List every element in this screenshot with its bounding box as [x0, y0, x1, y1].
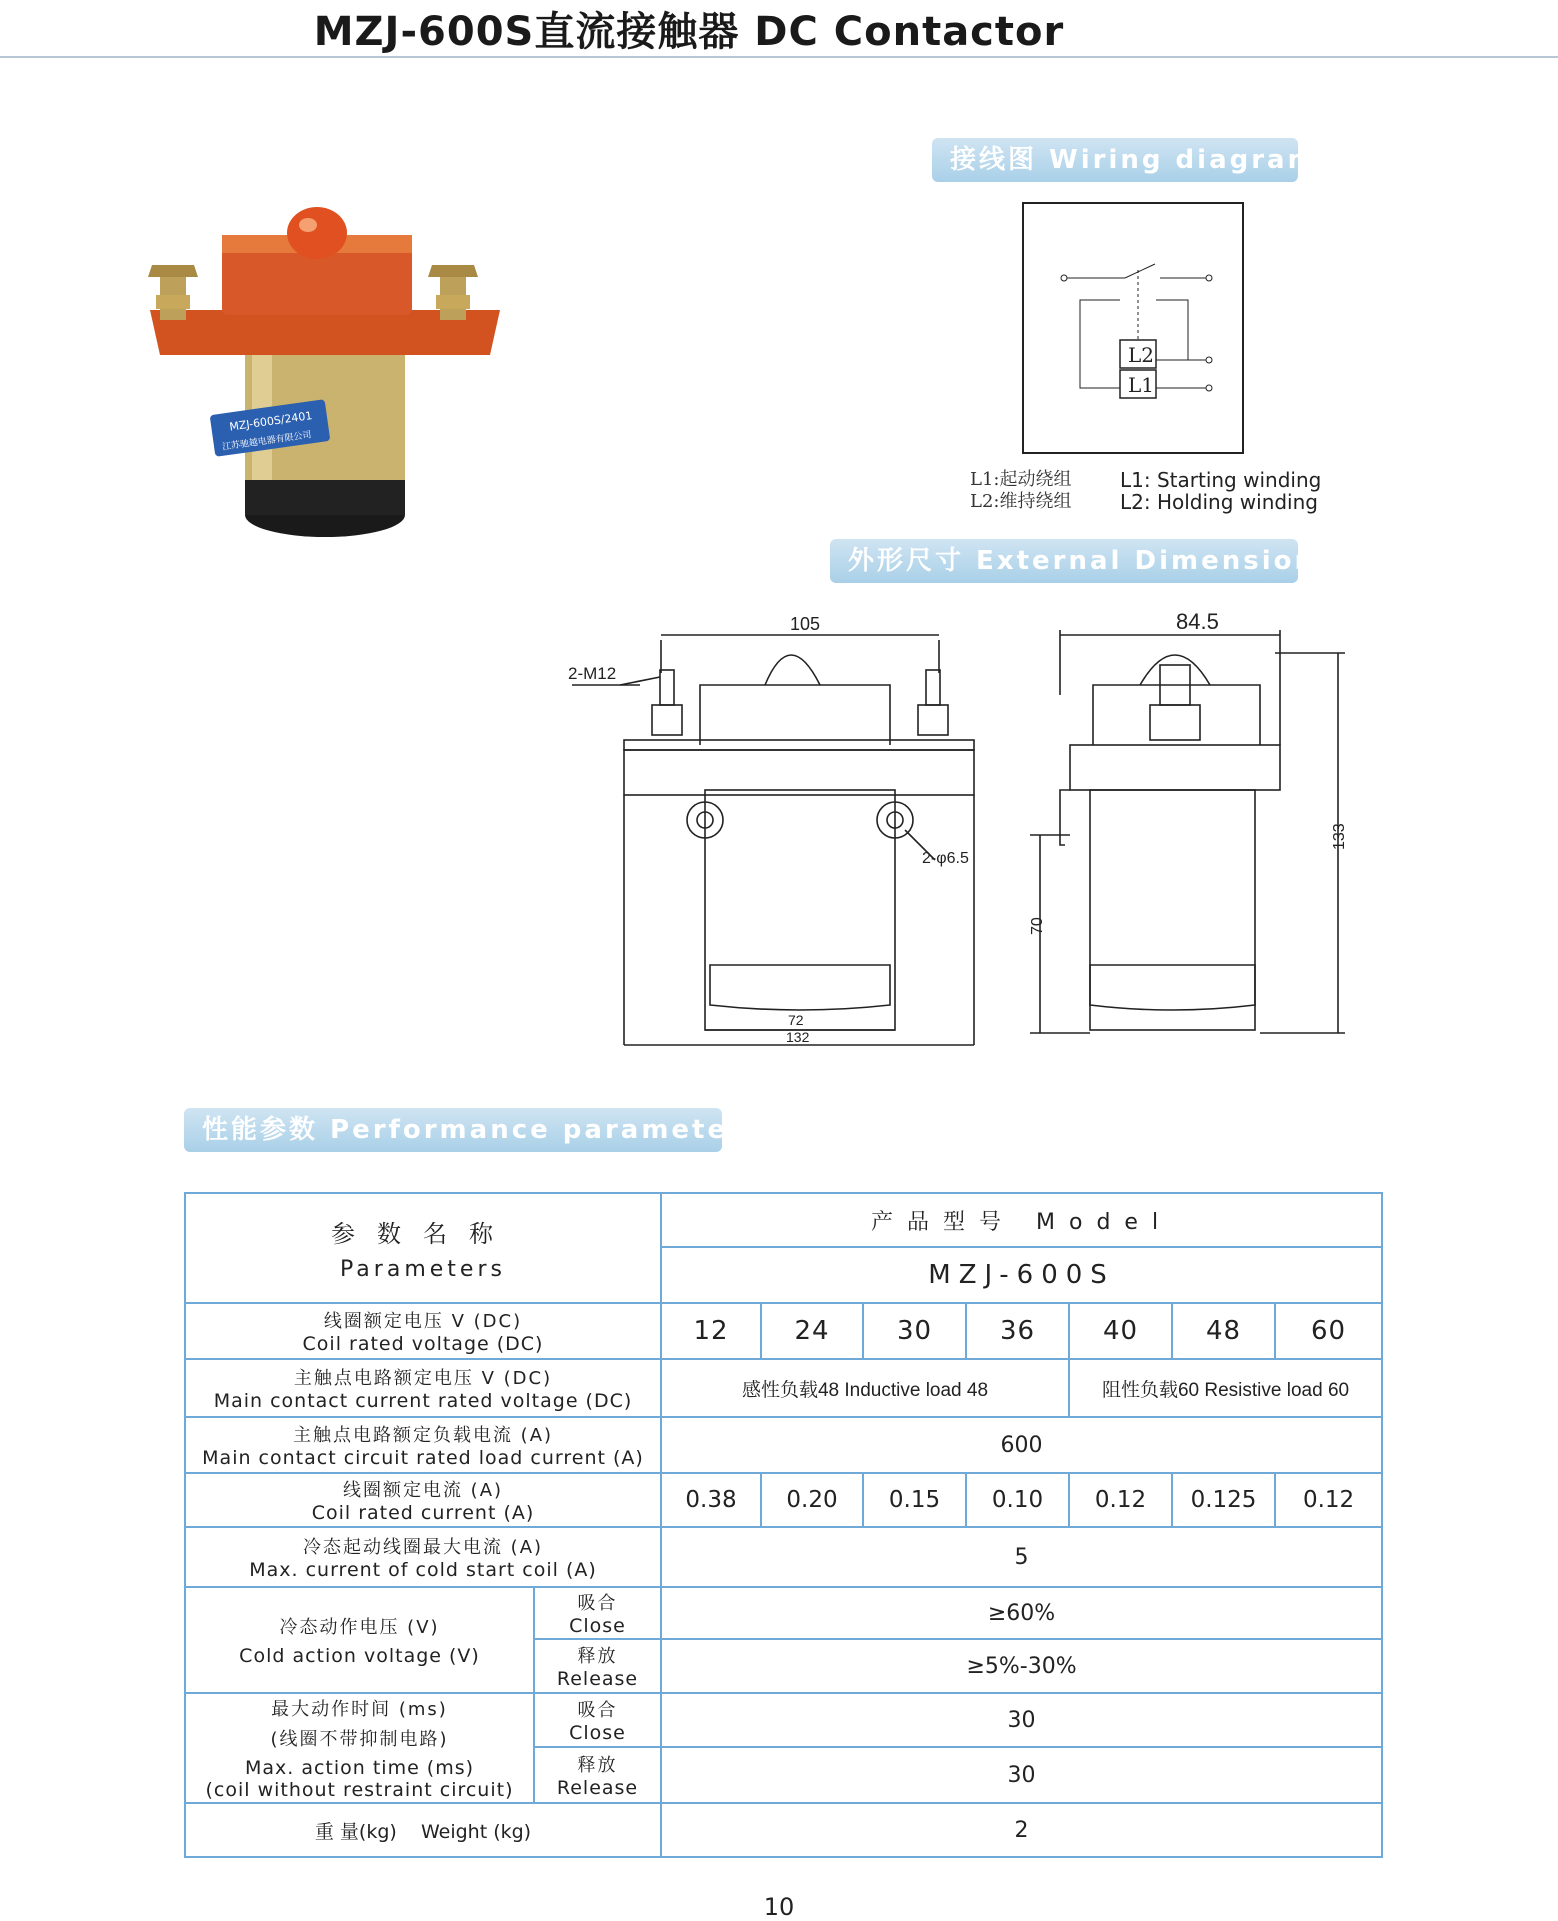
coil-current-value: 0.15 — [863, 1473, 966, 1527]
cold-action-close-en: Close — [569, 1615, 626, 1637]
legend-l1-cn: L1:起动绕组 — [970, 469, 1072, 490]
row-weight — [185, 1803, 1382, 1857]
coil-label-l2: L2 — [1128, 343, 1155, 367]
product-photo — [140, 195, 510, 565]
load-current-en: Main contact circuit rated load current (A) — [202, 1447, 644, 1469]
row-cold-start-current — [185, 1527, 1382, 1587]
dim-2-phi6-5: 2-φ6.5 — [922, 850, 969, 867]
action-time-release-cn: 释放 — [577, 1755, 618, 1776]
external-dimensions-banner: 外形尺寸 External Dimensions — [830, 539, 1298, 583]
action-time-close-en: Close — [569, 1722, 626, 1744]
coil-voltage-value: 48 — [1172, 1303, 1275, 1359]
model-name: MZJ-600S — [661, 1247, 1382, 1303]
title-divider — [0, 56, 1558, 58]
weight-value: 2 — [661, 1803, 1382, 1857]
cold-action-release-cn: 释放 — [577, 1646, 618, 1667]
page-title: MZJ-600S直流接触器 DC Contactor — [313, 9, 1065, 55]
coil-current-cn: 线圈额定电流 (A) — [342, 1480, 504, 1501]
resistive-load-value: 阻性负载60 Resistive load 60 — [1069, 1359, 1382, 1417]
performance-parameters-banner: 性能参数 Performance parameters — [184, 1108, 722, 1152]
dimensions-drawing — [560, 605, 1360, 1055]
row-coil-voltage — [185, 1303, 1382, 1359]
row-cold-action-close — [185, 1587, 1382, 1639]
cold-start-en: Max. current of cold start coil (A) — [249, 1559, 597, 1581]
action-time-close-cn: 吸合 — [577, 1700, 618, 1721]
legend-l2-cn: L2:维持绕组 — [970, 491, 1072, 512]
action-time-cn1: 最大动作时间 (ms) — [271, 1699, 448, 1720]
coil-label-l1: L1 — [1128, 373, 1155, 397]
coil-current-value: 0.125 — [1172, 1473, 1275, 1527]
performance-table — [184, 1192, 1383, 1858]
weight-label: 重 量(kg) Weight (kg) — [185, 1803, 661, 1857]
cold-action-release-en: Release — [556, 1668, 639, 1690]
coil-voltage-value: 60 — [1275, 1303, 1382, 1359]
action-time-release-en: Release — [556, 1777, 639, 1799]
coil-voltage-value: 30 — [863, 1303, 966, 1359]
page-number: 10 — [763, 1893, 795, 1921]
header-parameters-cn: 参数名称 — [331, 1220, 515, 1248]
dim-2-m12: 2-M12 — [568, 664, 617, 683]
legend-l2-en: L2: Holding winding — [1120, 490, 1318, 514]
coil-voltage-value: 12 — [661, 1303, 761, 1359]
header-parameters-en: Parameters — [340, 1257, 506, 1282]
cold-start-value: 5 — [661, 1527, 1382, 1587]
coil-voltage-value: 24 — [761, 1303, 863, 1359]
coil-current-value: 0.12 — [1275, 1473, 1382, 1527]
cold-action-close-cn: 吸合 — [577, 1593, 618, 1614]
coil-voltage-value: 40 — [1069, 1303, 1172, 1359]
coil-voltage-en: Coil rated voltage (DC) — [302, 1333, 544, 1355]
coil-current-value: 0.20 — [761, 1473, 863, 1527]
action-time-release-value: 30 — [661, 1747, 1382, 1803]
cold-action-en: Cold action voltage (V) — [239, 1645, 480, 1667]
inductive-load-value: 感性负载48 Inductive load 48 — [661, 1359, 1069, 1417]
dim-72: 72 — [788, 1012, 804, 1028]
product-model-text: MZJ-600S/2401 — [228, 409, 314, 434]
action-time-close-value: 30 — [661, 1693, 1382, 1747]
dim-133: 133 — [1331, 823, 1348, 850]
cold-start-cn: 冷态起动线圈最大电流 (A) — [302, 1537, 544, 1558]
contact-voltage-cn: 主触点电路额定电压 V (DC) — [293, 1368, 553, 1389]
row-load-current — [185, 1417, 1382, 1473]
dim-105: 105 — [790, 614, 821, 634]
cold-action-close-value: ≥60% — [661, 1587, 1382, 1639]
load-current-cn: 主触点电路额定负载电流 (A) — [292, 1425, 554, 1446]
dim-70: 70 — [1029, 917, 1046, 935]
coil-current-value: 0.12 — [1069, 1473, 1172, 1527]
dim-132: 132 — [786, 1029, 810, 1045]
wiring-diagram-banner: 接线图 Wiring diagram — [932, 138, 1298, 182]
coil-voltage-cn: 线圈额定电压 V (DC) — [323, 1311, 523, 1332]
coil-current-en: Coil rated current (A) — [311, 1502, 535, 1524]
action-time-cn2: (线圈不带抑制电路) — [270, 1729, 449, 1750]
row-coil-current — [185, 1473, 1382, 1527]
contact-voltage-en: Main contact current rated voltage (DC) — [213, 1390, 633, 1412]
legend-l1-en: L1: Starting winding — [1120, 468, 1322, 492]
header-model: 产品型号 Model — [661, 1193, 1382, 1247]
product-maker-text: 江苏驰越电器有限公司 — [221, 430, 313, 453]
row-contact-voltage — [185, 1359, 1382, 1417]
action-time-en2: (coil without restraint circuit) — [205, 1779, 514, 1801]
coil-voltage-value: 36 — [966, 1303, 1069, 1359]
coil-current-value: 0.10 — [966, 1473, 1069, 1527]
wiring-diagram — [1020, 200, 1250, 456]
load-current-value: 600 — [661, 1417, 1382, 1473]
dim-84-5: 84.5 — [1176, 609, 1219, 634]
header-parameters — [185, 1193, 661, 1303]
cold-action-cn: 冷态动作电压 (V) — [279, 1617, 440, 1638]
row-action-time-close — [185, 1693, 1382, 1747]
cold-action-release-value: ≥5%-30% — [661, 1639, 1382, 1693]
coil-current-value: 0.38 — [661, 1473, 761, 1527]
action-time-en1: Max. action time (ms) — [244, 1757, 475, 1779]
